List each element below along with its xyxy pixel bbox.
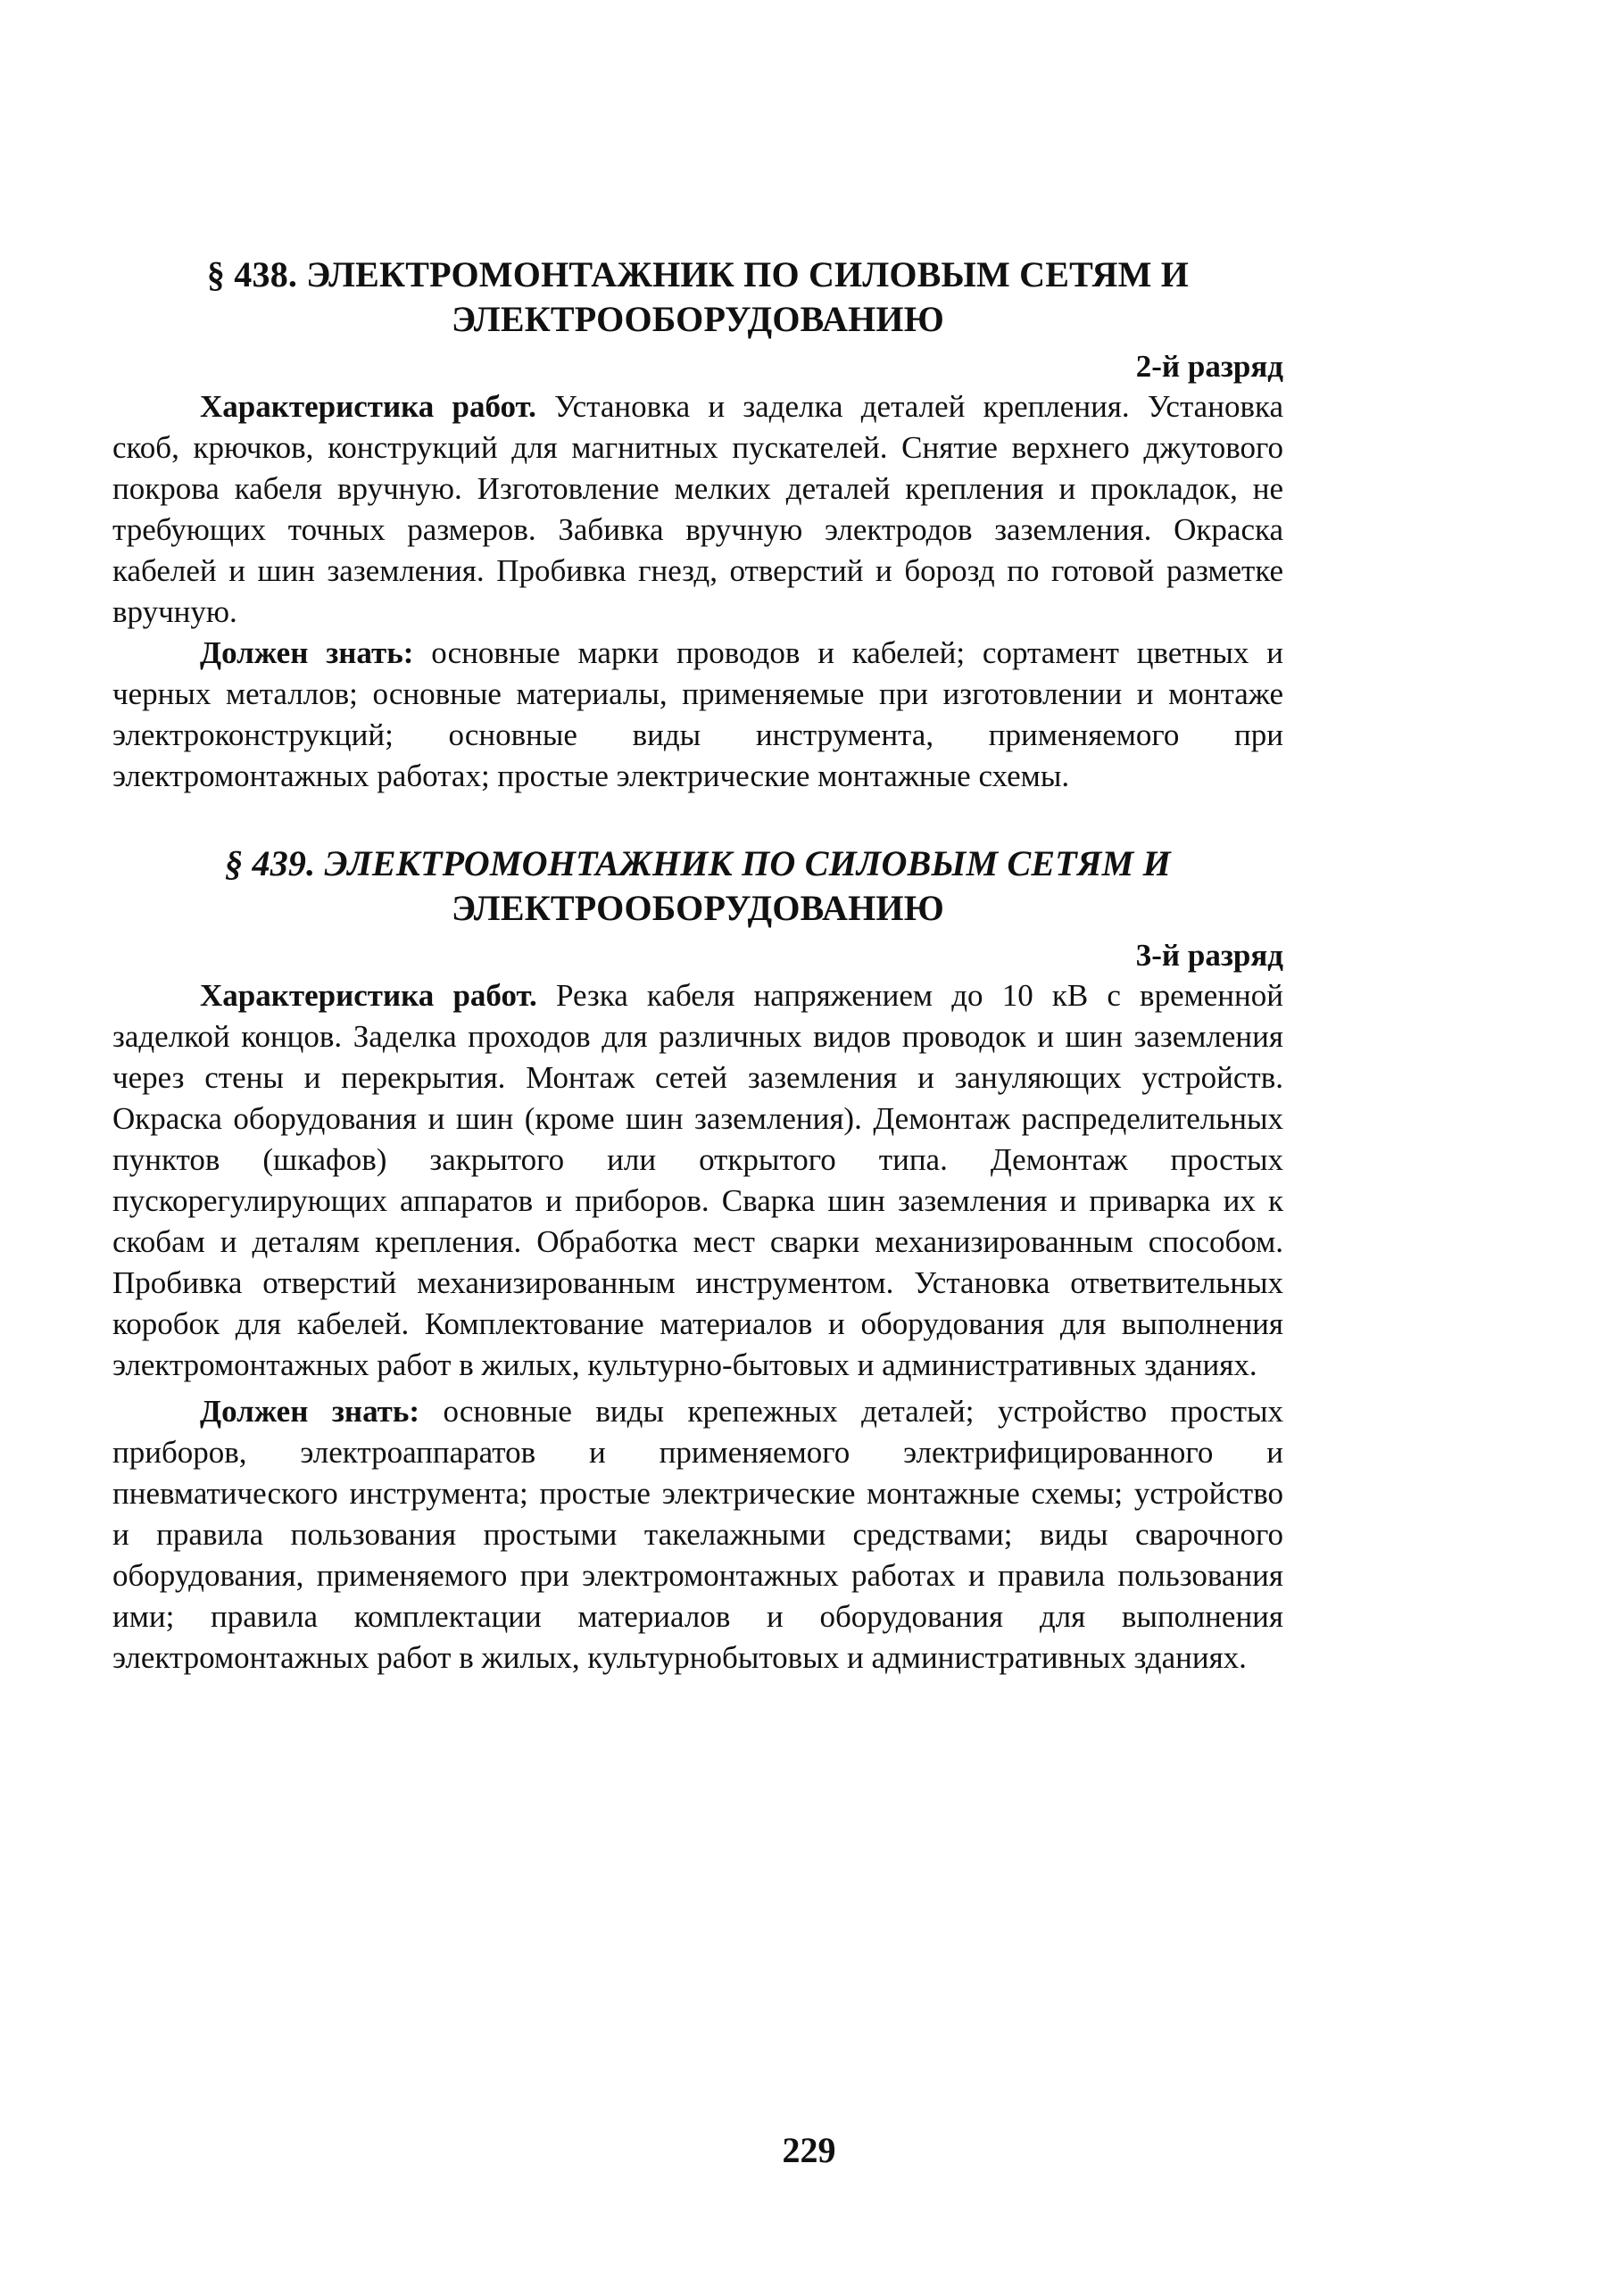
knowledge-text: основные марки проводов и кабелей; сортамент цветных и черных металлов; основные материалы, применяемые при изготовлении и монтаже электроконструкций; основные виды инструмента, применяемого при электромонтажных работах; простые электрические монтажные схемы. [112, 635, 1283, 793]
section-title-line2: ЭЛЕКТРООБОРУДОВАНИЮ [452, 299, 944, 339]
characteristic-text: Установка и заделка деталей крепления. Установка скоб, крючков, конструкций для магнитных пускателей. Снятие верхнего джутового покрова кабеля вручную. Изготовление мелких деталей крепления и прокладок, не требующих точных размеров. Забивка вручную электродов заземления. Окраска кабелей и шин заземления. Пробивка гнезд, отверстий и борозд по готовой разметке вручную. [112, 389, 1283, 629]
section-title-line1: § 439. ЭЛЕКТРОМОНТАЖНИК ПО СИЛОВЫМ СЕТЯМ И [225, 843, 1171, 883]
section-438 [112, 253, 1283, 797]
knowledge-text: основные виды крепежных деталей; устройство простых приборов, электроаппаратов и применяемого электрифицированного и пневматического инструмента; простые электрические монтажные схемы; устройство и правила пользования простыми такелажными средствами; виды сварочного оборудования, применяемого при электромонтажных работах и правила пользования ими; правила комплектации материалов и оборудования для выполнения электромонтажных работ в жилых, культурнобытовых и административных зданиях. [112, 1394, 1284, 1675]
characteristic-text: Резка кабеля напряжением до 10 кВ с временной заделкой концов. Заделка проходов для различных видов проводок и шин заземления через стены и перекрытия. Монтаж сетей заземления и зануляющих устройств. Окраска оборудования и шин (кроме шин заземления). Демонтаж распределительных пунктов (шкафов) закрытого или открытого типа. Демонтаж простых пускорегулирующих аппаратов и приборов. Сварка шин заземления и приварка их к скобам и деталям крепления. Обработка мест сварки механизированным способом. Пробивка отверстий механизированным инструментом. Установка ответвительных коробок для кабелей. Комплектование материалов и оборудования для выполнения электромонтажных работ в жилых, культурно-бытовых и административных зданиях. [112, 978, 1283, 1382]
page-number: 229 [782, 2130, 836, 2170]
knowledge-paragraph [112, 1391, 1283, 1678]
knowledge-label: Должен знать: [200, 1394, 420, 1429]
knowledge-paragraph [112, 633, 1283, 797]
characteristic-label: Характеристика работ. [200, 389, 536, 424]
characteristic-paragraph [112, 386, 1283, 633]
section-title-line1: § 438. ЭЛЕКТРОМОНТАЖНИК ПО СИЛОВЫМ СЕТЯМ И [206, 254, 1190, 294]
section-439 [112, 841, 1283, 1678]
characteristic-paragraph [112, 975, 1283, 1386]
grade-label: 3-й разряд [1135, 938, 1283, 973]
characteristic-label: Характеристика работ. [200, 978, 537, 1013]
section-title [112, 253, 1283, 342]
page-content [112, 253, 1283, 1678]
grade-label: 2-й разряд [1135, 349, 1283, 384]
knowledge-label: Должен знать: [200, 635, 414, 670]
section-title-line2: ЭЛЕКТРООБОРУДОВАНИЮ [452, 888, 944, 928]
section-title [112, 841, 1283, 931]
